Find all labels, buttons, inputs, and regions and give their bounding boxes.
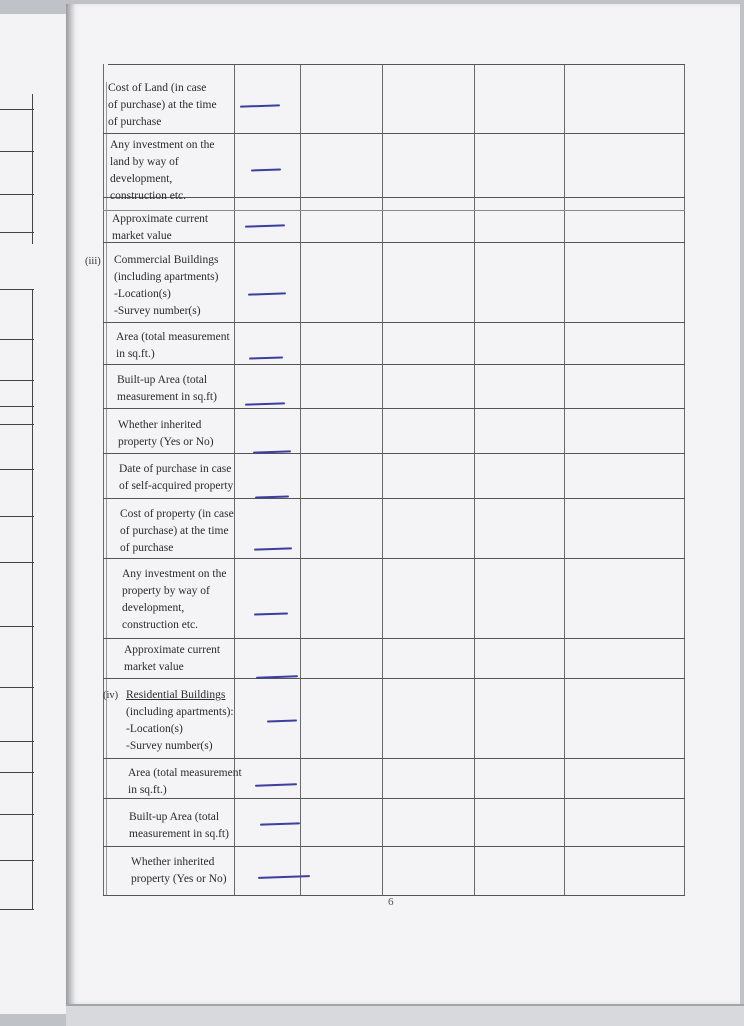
section-number-iv: (iv) — [103, 690, 119, 701]
facing-page-rule — [32, 289, 33, 909]
row-label-commercial-buildings: Commercial Buildings (including apartments) -Location(s) -Survey number(s) — [114, 254, 219, 317]
facing-page-rule — [0, 194, 34, 195]
facing-page-rule — [0, 860, 34, 861]
table-row-divider — [103, 408, 685, 409]
table-row-divider — [103, 364, 685, 365]
row-label-residential-inherited: Whether inherited property (Yes or No) — [131, 856, 227, 885]
facing-page-rule — [0, 469, 34, 470]
row-label-commercial-built-up: Built-up Area (total measurement in sq.ft) — [117, 374, 217, 403]
facing-page-rule — [0, 909, 34, 910]
property-table — [85, 64, 685, 896]
facing-page-rule — [0, 339, 34, 340]
table-border-left — [103, 64, 104, 896]
table-border-inner — [106, 82, 107, 896]
table-row-divider — [103, 895, 685, 896]
handwritten-dash — [255, 783, 297, 786]
facing-page-rule — [0, 232, 34, 233]
row-label-land-market-value: Approximate current market value — [112, 213, 209, 242]
handwritten-dash — [245, 224, 285, 227]
table-row-divider — [103, 322, 685, 323]
facing-page-rule — [0, 562, 34, 563]
table-row-divider — [103, 638, 685, 639]
row-label-cost-of-land: Cost of Land (in case of purchase) at the time of purchase — [108, 82, 217, 128]
row-label-commercial-market-value: Approximate current market value — [124, 644, 221, 673]
row-label-commercial-cost: Cost of property (in case of purchase) at the time of purchase — [120, 508, 234, 554]
handwritten-dash — [260, 822, 300, 825]
facing-page-rule — [0, 406, 34, 407]
residential-buildings-heading: Residential Buildings — [126, 689, 226, 701]
facing-page-rule — [0, 424, 34, 425]
table-row-divider — [103, 453, 685, 454]
handwritten-dash — [245, 402, 285, 405]
column-divider — [382, 64, 383, 896]
handwritten-dash — [254, 547, 292, 550]
facing-page-edge — [0, 14, 68, 1014]
row-label-residential-area: Area (total measurement in sq.ft.) — [128, 767, 242, 796]
handwritten-dash — [267, 719, 297, 722]
column-divider — [300, 64, 301, 896]
table-row-divider — [103, 758, 685, 759]
handwritten-dash — [258, 875, 310, 879]
facing-page-rule — [0, 814, 34, 815]
row-label-commercial-inherited: Whether inherited property (Yes or No) — [118, 419, 214, 448]
facing-page-rule — [0, 687, 34, 688]
row-label-residential-built-up: Built-up Area (total measurement in sq.ft) — [129, 811, 229, 840]
facing-page-rule — [0, 772, 34, 773]
table-row-divider — [103, 498, 685, 499]
table-border-right — [684, 64, 685, 896]
table-row-divider — [103, 846, 685, 847]
facing-page-rule — [0, 151, 34, 152]
column-divider — [474, 64, 475, 896]
handwritten-dash — [254, 612, 288, 615]
facing-page-rule — [0, 380, 34, 381]
handwritten-dash — [248, 292, 286, 295]
facing-page-rule — [0, 626, 34, 627]
handwritten-dash — [251, 168, 281, 171]
table-row-divider — [103, 678, 685, 679]
section-number-iii: (iii) — [85, 256, 101, 267]
page-number: 6 — [388, 896, 394, 908]
row-label-land-investment: Any investment on the land by way of development, construction etc. — [110, 139, 215, 202]
facing-page-rule — [32, 94, 33, 244]
facing-page-rule — [0, 741, 34, 742]
row-label-commercial-purchase-date: Date of purchase in case of self-acquired property — [119, 463, 234, 492]
row-label-residential-buildings: (including apartments): -Location(s) -Survey number(s) — [126, 706, 234, 752]
handwritten-dash — [249, 356, 283, 359]
binding-shadow — [66, 4, 76, 1004]
facing-page-rule — [0, 289, 34, 290]
row-label-commercial-investment: Any investment on the property by way of development, construction etc. — [122, 568, 227, 631]
table-row-divider — [103, 558, 685, 559]
column-divider — [564, 64, 565, 896]
next-page-edge — [66, 1004, 744, 1026]
facing-page-rule — [0, 109, 34, 110]
table-row-divider — [103, 133, 685, 134]
table-row-divider — [108, 64, 685, 65]
facing-page-rule — [0, 516, 34, 517]
handwritten-dash — [240, 104, 280, 107]
row-label-commercial-area: Area (total measurement in sq.ft.) — [116, 331, 230, 360]
